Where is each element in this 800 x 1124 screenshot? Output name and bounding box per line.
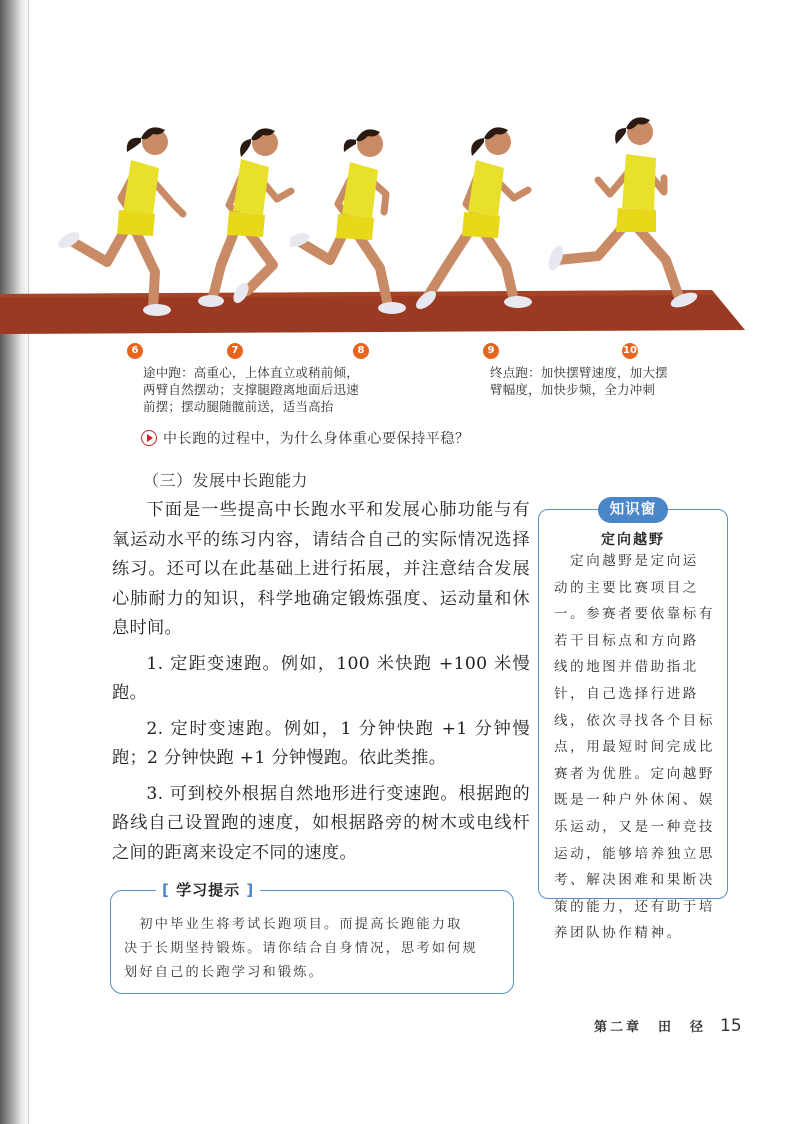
tip-line: 决于长期坚持锻炼。请你结合自身情况，思考如何规 <box>124 941 478 956</box>
stage-number-6: 6 <box>127 343 143 359</box>
tip-line: 划好自己的长跑学习和锻炼。 <box>124 965 325 980</box>
caption-middle-distance-running <box>143 364 359 415</box>
runner-stage-6 <box>55 112 195 322</box>
caption-line: 前摆；摆动腿随髋前送，适当高抬 <box>143 399 334 414</box>
knowledge-line: 考、解决困难和果断决 <box>554 872 715 889</box>
paragraph-item-2: 2. 定时变速跑。例如，1 分钟快跑 +1 分钟慢跑；2 分钟快跑 +1 分钟慢跑。依此类推。 <box>112 718 530 768</box>
knowledge-line: 定向越野是定向运 <box>554 553 699 569</box>
chapter-label: 第二章 田 径 <box>594 1020 707 1035</box>
bracket-left-icon: [ <box>162 881 170 899</box>
paragraph-item-1: 1. 定距变速跑。例如，100 米快跑 +100 米慢跑。 <box>112 653 530 703</box>
page-binding-edge <box>0 0 30 1124</box>
knowledge-line: 线，依次寻找各个目标 <box>554 712 715 729</box>
knowledge-line: 运动，能够培养独立思 <box>554 845 715 862</box>
caption-line: 臂幅度，加快步频，全力冲刺 <box>490 382 656 397</box>
page-edge-line <box>28 0 29 1124</box>
bracket-right-icon: ] <box>246 881 255 899</box>
stage-number-8: 8 <box>353 343 369 359</box>
main-body-text <box>112 496 530 874</box>
caption-line: 两臂自然摆动；支撑腿蹬离地面后迅速 <box>143 382 359 397</box>
runner-stage-7 <box>185 115 305 320</box>
runner-stage-10 <box>540 108 705 318</box>
knowledge-window-tag: 知识窗 <box>598 497 668 523</box>
knowledge-line: 赛者为优胜。定向越野 <box>554 765 715 782</box>
knowledge-line: 乐运动，又是一种竞技 <box>554 818 715 835</box>
knowledge-window-title: 定向越野 <box>601 532 665 548</box>
play-icon <box>141 430 157 446</box>
study-tip-label <box>156 879 260 901</box>
paragraph-item-3: 3. 可到校外根据自然地形进行变速跑。根据跑的路线自己设置跑的速度，如根据路旁的树木或电线杆之间的距离来设定不同的速度。 <box>112 783 530 863</box>
stage-number-7: 7 <box>227 343 243 359</box>
page-footer <box>594 1016 742 1036</box>
caption-final-sprint <box>490 364 668 398</box>
stage-number-10: 10 <box>622 343 638 359</box>
knowledge-line: 策的能力，还有助于培 <box>554 898 715 915</box>
question-text: 中长跑的过程中，为什么身体重心要保持平稳？ <box>163 431 470 447</box>
knowledge-line: 既是一种户外休闲、娱 <box>554 792 715 809</box>
knowledge-line: 针，自己选择行进路 <box>554 685 699 702</box>
study-tip-label-text: 学习提示 <box>176 881 241 899</box>
knowledge-window-text <box>554 548 718 947</box>
knowledge-line: 点，用最短时间完成比 <box>554 739 715 756</box>
knowledge-line: 一。参赛者要依靠标有 <box>554 606 715 623</box>
page-number: 15 <box>720 1016 742 1036</box>
caption-line: 终点跑：加快摆臂速度，加大摆 <box>490 365 668 380</box>
runner-stage-9 <box>410 118 545 318</box>
think-question <box>141 428 470 448</box>
caption-line: 途中跑：高重心，上体直立或稍前倾， <box>143 365 359 380</box>
knowledge-line: 动的主要比赛项目之 <box>554 579 699 596</box>
runner-stage-8 <box>290 120 415 320</box>
study-tip-text <box>124 913 504 985</box>
section-heading: （三）发展中长跑能力 <box>143 471 309 490</box>
knowledge-line: 养团队协作精神。 <box>554 925 683 942</box>
paragraph-intro: 下面是一些提高中长跑水平和发展心肺功能与有氧运动水平的练习内容，请结合自己的实际情况选择练习。还可以在此基础上进行拓展，并注意结合发展心肺耐力的知识，科学地确定锻炼强度、运动量和休息时间。 <box>112 500 530 638</box>
stage-number-9: 9 <box>483 343 499 359</box>
knowledge-line: 线的地图并借助指北 <box>554 659 699 676</box>
tip-line: 初中毕业生将考试长跑项目。而提高长跑能力取 <box>124 917 463 932</box>
knowledge-line: 若干目标点和方向路 <box>554 632 699 649</box>
